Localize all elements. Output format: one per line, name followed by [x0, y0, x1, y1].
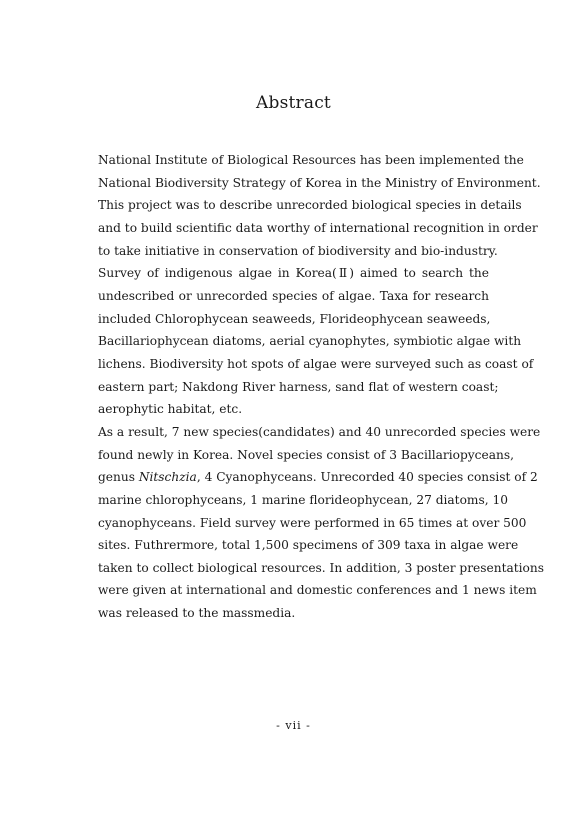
- genus-name: Nitschzia: [138, 470, 197, 485]
- text-line: Bacillariophycean diatoms, aerial cyanophytes, symbiotic algae with: [98, 334, 522, 349]
- text-line: undescribed or unrecorded species of algae. Taxa for research: [98, 288, 489, 303]
- text-line: eastern part; Nakdong River harness, sand flat of western coast;: [98, 379, 499, 394]
- text-line: to take initiative in conservation of biodiversity and bio-industry.: [98, 243, 498, 258]
- paragraph-3: [98, 421, 544, 625]
- paragraph-2: [98, 262, 534, 421]
- text-line: Survey of indigenous algae in Korea(Ⅱ) aimed to search the: [98, 266, 489, 281]
- text-line: were given at international and domestic conferences and 1 news item: [98, 583, 537, 598]
- text-line: This project was to describe unrecorded biological species in details: [98, 198, 522, 213]
- text-line: and to build scientific data worthy of international recognition in order: [98, 220, 538, 235]
- text-line: National Institute of Biological Resources has been implemented the: [98, 153, 524, 167]
- page-number: - vii -: [276, 719, 311, 732]
- page-title: Abstract: [256, 93, 331, 113]
- abstract-body: [98, 149, 544, 625]
- text-line: genus Nitschzia, 4 Cyanophyceans. Unrecorded 40 species consist of 2: [98, 470, 538, 485]
- text-line: cyanophyceans. Field survey were performed in 65 times at over 500: [98, 515, 527, 530]
- text-line: National Biodiversity Strategy of Korea in the Ministry of Environment.: [98, 175, 541, 190]
- text-line: sites. Futhrermore, total 1,500 specimens of 309 taxa in algae were: [98, 538, 519, 553]
- text-line: included Chlorophycean seaweeds, Florideophycean seaweeds,: [98, 311, 491, 326]
- paragraph-1: [98, 149, 541, 262]
- text-line: found newly in Korea. Novel species consist of 3 Bacillariopyceans,: [98, 447, 514, 462]
- text-line: As a result, 7 new species(candidates) and 40 unrecorded species were: [98, 424, 541, 439]
- text-line: aerophytic habitat, etc.: [98, 402, 243, 417]
- text-line: was released to the massmedia.: [98, 606, 296, 621]
- text-line: taken to collect biological resources. In addition, 3 poster presentations: [98, 560, 544, 575]
- text-line: marine chlorophyceans, 1 marine florideophycean, 27 diatoms, 10: [98, 492, 508, 507]
- text-line: lichens. Biodiversity hot spots of algae were surveyed such as coast of: [98, 356, 534, 371]
